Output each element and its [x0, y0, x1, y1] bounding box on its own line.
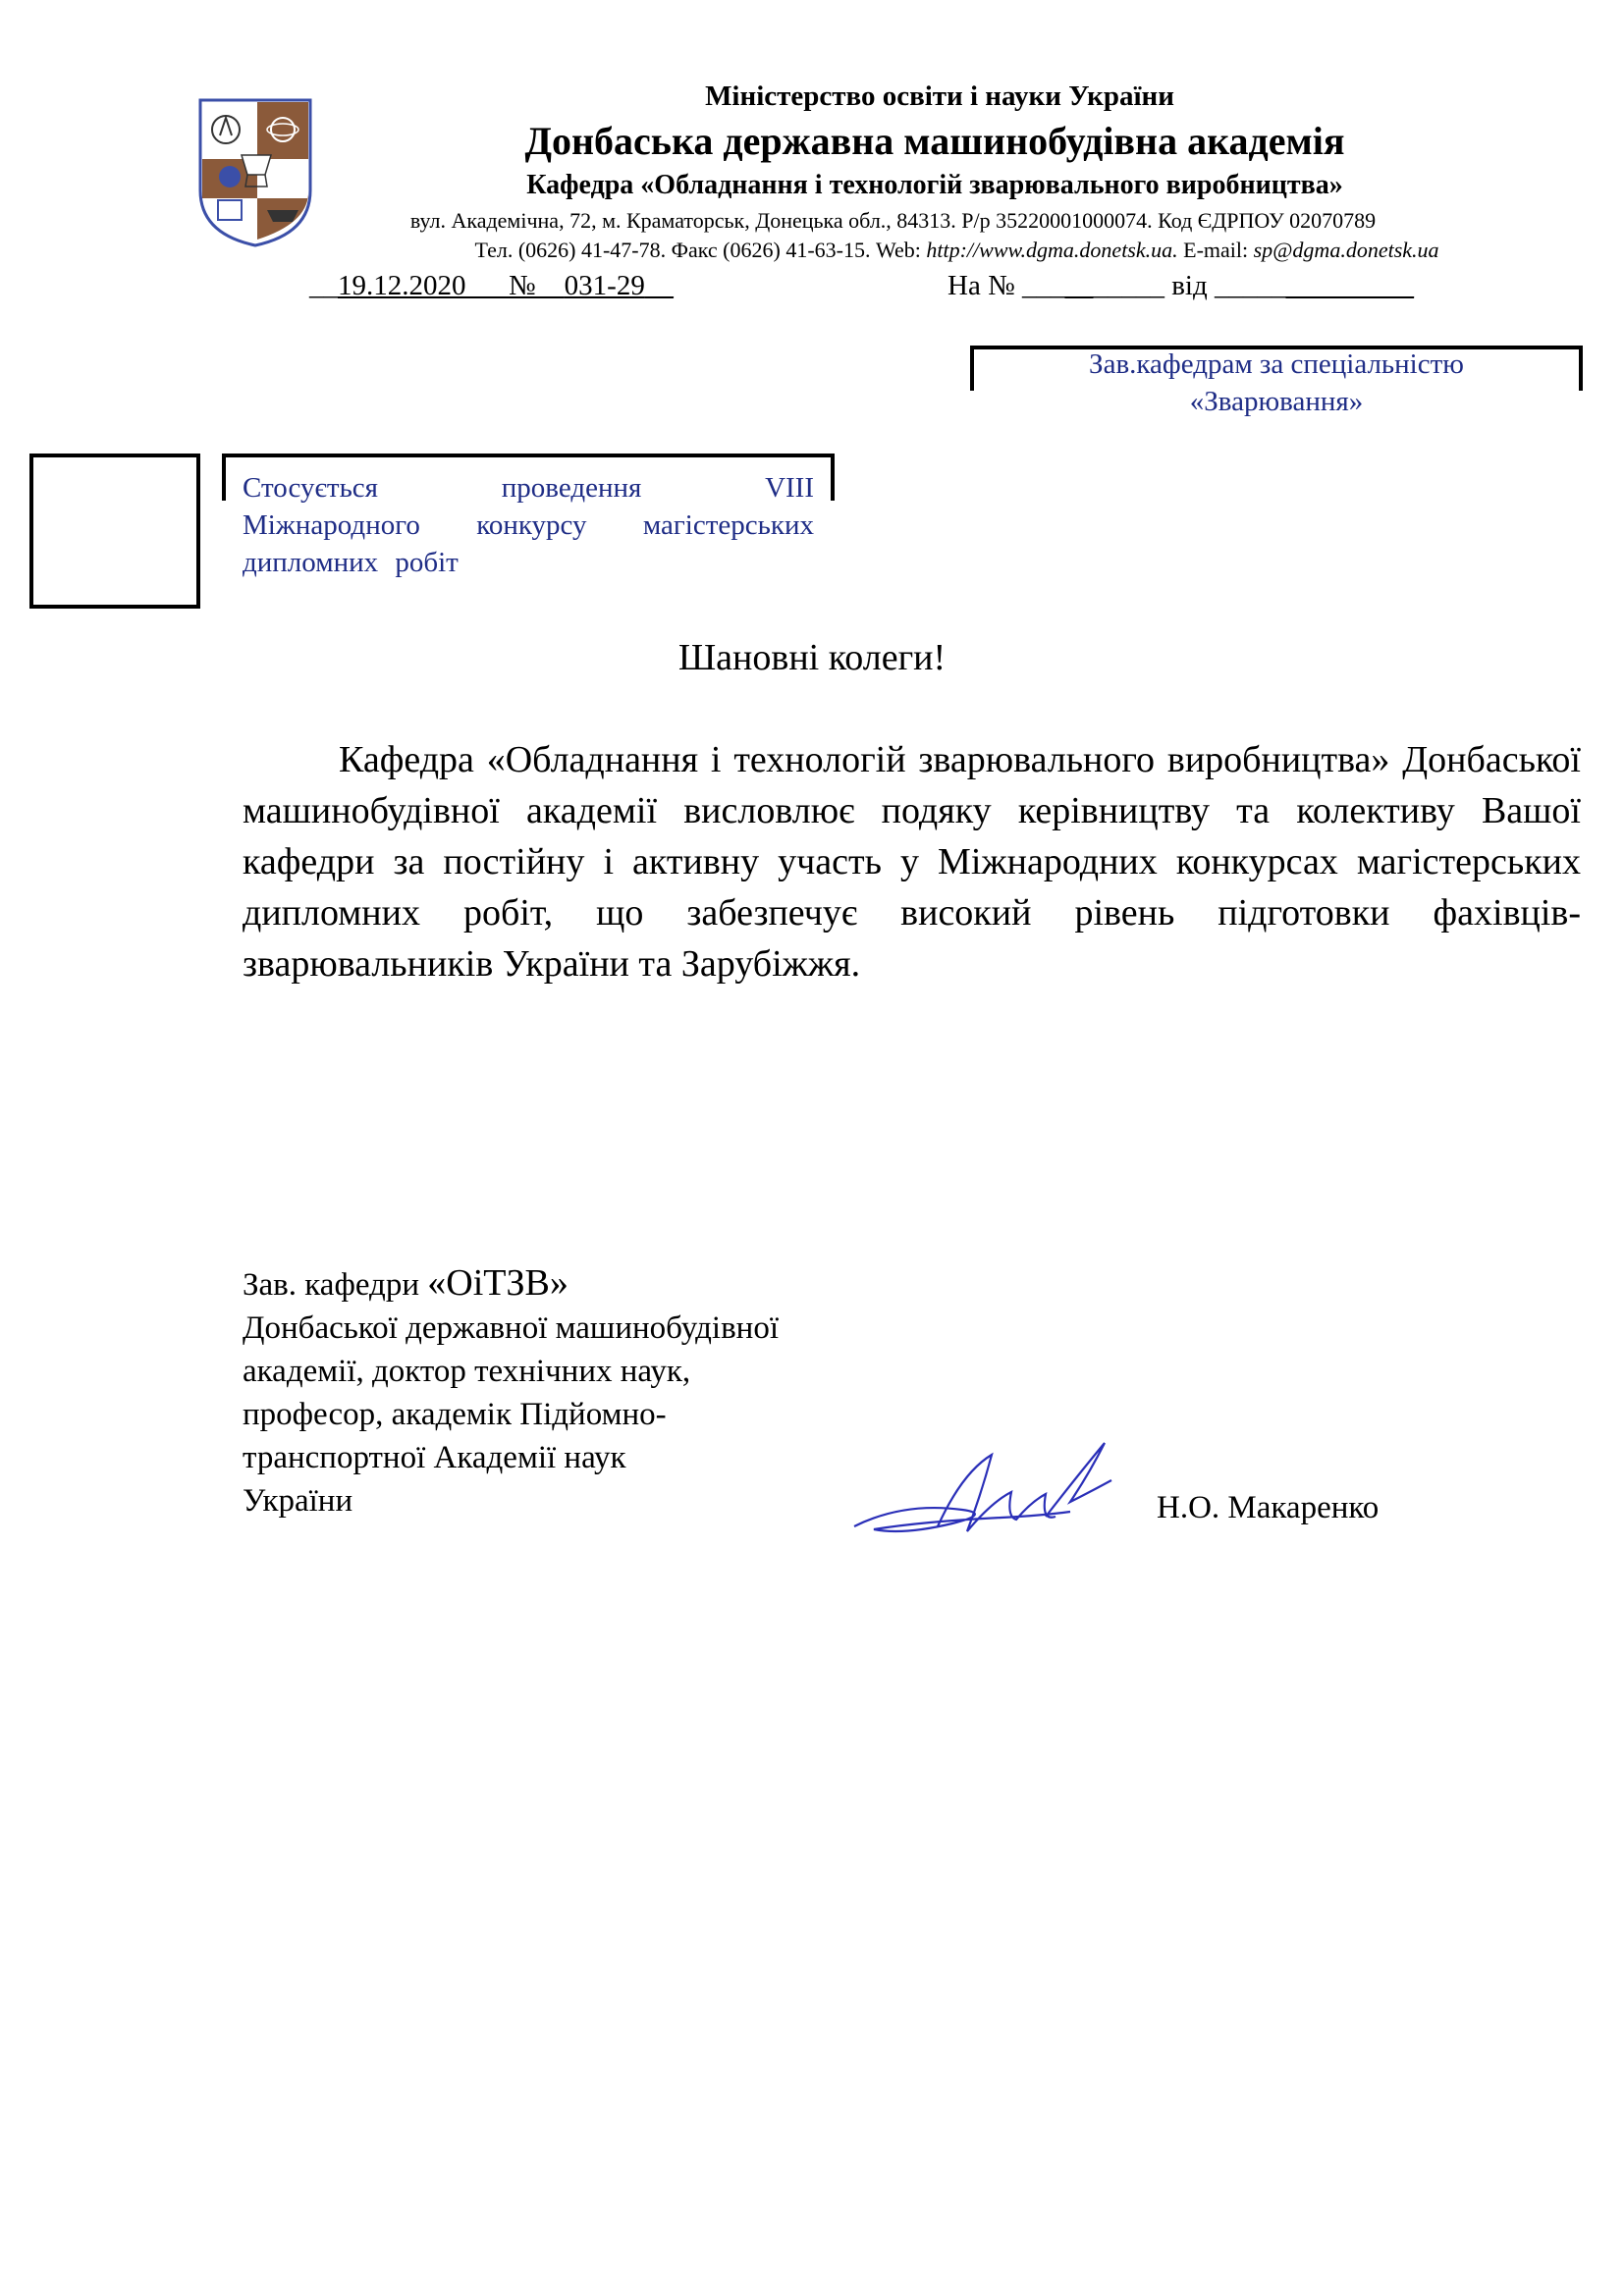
reg-tail: __ — [644, 270, 674, 301]
reply-date-blank: _________ — [1285, 270, 1414, 301]
signature-block — [243, 1261, 779, 1522]
handwritten-signature — [844, 1433, 1119, 1546]
reply-label: На № ___ — [947, 270, 1065, 301]
letter-date: 19.12.2020 — [338, 270, 466, 301]
subject-line-1 — [243, 469, 814, 507]
academy-crest-logo — [196, 96, 314, 249]
subject-word-1: Стосується — [243, 472, 379, 504]
email-label: E-mail: — [1177, 238, 1254, 262]
letter-number: 031-29 — [564, 270, 645, 301]
contacts-phone-fax: Тел. (0626) 41-47-78. Факс (0626) 41-63-15. Web: — [474, 238, 927, 262]
department-name: Кафедра «Обладнання і технологій зварювального виробництва» — [526, 170, 1343, 200]
reply-blank: __ — [1064, 270, 1094, 301]
letter-body: Кафедра «Обладнання і технологій зварювального виробництва» Донбаської машинобудівної академії висловлює подяку керівництву та колективу Вашої кафедри за постійну і активну участь у Міжнародних конкурсах магістерських дипломних робіт, що забезпечує високий рівень підготовки фахівців-зварювальників України та Зарубіжжя. — [243, 739, 1581, 985]
subject-word-3: VIII — [765, 472, 814, 504]
incoming-reference — [947, 270, 1414, 302]
outgoing-registration — [309, 270, 674, 302]
academy-contacts — [393, 238, 1521, 263]
signer-position-line-4: професор, академік Підйомно- — [243, 1397, 667, 1432]
academy-name: Донбаська державна машинобудівна академія — [524, 119, 1345, 163]
recipient-line-1: Зав.кафедрам за спеціальністю — [1089, 348, 1464, 380]
signer-position-line-6: України — [243, 1483, 353, 1519]
recipient-line-2: «Зварювання» — [1189, 386, 1364, 417]
subject-line-2: Міжнародного конкурсу магістерських — [243, 509, 814, 541]
signer-position-line-3: академії, доктор технічних наук, — [243, 1354, 691, 1389]
ministry-name: Міністерство освіти і науки України — [705, 80, 1174, 112]
subject-word-2: проведення — [501, 472, 642, 504]
signer-name: Н.О. Макаренко — [1157, 1490, 1380, 1525]
stamp-box — [29, 454, 200, 609]
academy-address: вул. Академічна, 72, м. Краматорськ, Донецька обл., 84313. Р/р 35220001000074. Код ЄДРПОУ 02070789 — [409, 208, 1377, 233]
reg-number-label: ___№__ — [465, 270, 565, 301]
subject — [243, 469, 814, 581]
signer-position-line-2: Донбаської державної машинобудівної — [243, 1310, 779, 1346]
signer-position — [243, 1261, 779, 1307]
greeting: Шановні колеги! — [677, 637, 947, 678]
subject-line-3: дипломних робіт — [243, 547, 459, 578]
signer-position-line-5: транспортної Академії наук — [243, 1440, 626, 1475]
recipient — [977, 346, 1576, 420]
email-link[interactable]: sp@dgma.donetsk.ua — [1253, 238, 1439, 262]
reply-tail: _____ від _____ — [1093, 270, 1286, 301]
reg-lead: __ — [309, 270, 338, 301]
website-link[interactable]: http://www.dgma.donetsk.ua. — [926, 238, 1178, 262]
signer-title-prefix: Зав. кафедри — [243, 1267, 428, 1303]
signer-department-abbr: «ОіТЗВ» — [427, 1262, 568, 1304]
